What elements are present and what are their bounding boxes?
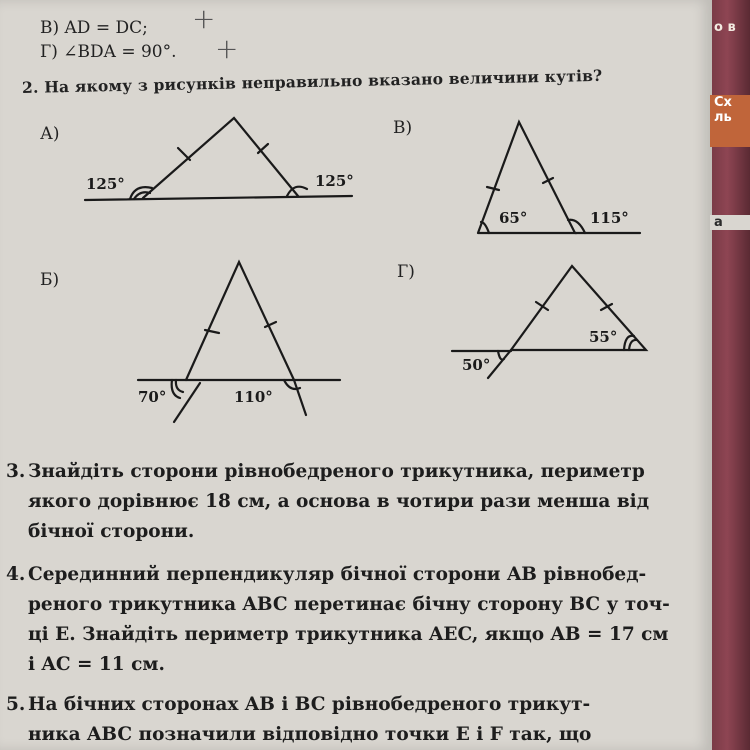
figure-b-angle-right: 110° <box>234 388 273 406</box>
question-4-number: 4. <box>6 564 26 585</box>
option-b-label: Б) <box>40 270 60 290</box>
option-g-label: Г) <box>397 262 415 282</box>
figure-g-angle-right: 55° <box>589 328 618 346</box>
question-3-line-1: Знайдіть сторони рівнобедреного трикутника, периметр <box>28 461 645 482</box>
question-4-line-3: ці E. Знайдіть периметр трикутника AEC, якщо AB = 17 см <box>28 624 669 645</box>
question-5-line-1: На бічних сторонах AB і BC рівнобедреного трикут- <box>28 694 591 715</box>
figure-a-angle-right: 125° <box>315 172 354 190</box>
question-3-line-3: бічної сторони. <box>28 521 195 542</box>
check-mark-g: + <box>215 32 239 65</box>
question-3-line-2: якого дорівнює 18 см, а основа в чотири рази менша від <box>28 491 650 512</box>
figure-v-angle-left: 65° <box>499 209 528 227</box>
prev-item-v: В) AD = DC; <box>40 18 148 38</box>
figure-a-triangle <box>85 118 352 200</box>
question-2-text: На якому з рисунків неправильно вказано величини кутів? <box>43 65 603 97</box>
question-3 <box>6 457 706 547</box>
question-4 <box>6 560 706 680</box>
side-tab-1: о в <box>714 20 736 35</box>
prev-item-g: Г) ∠BDA = 90°. <box>40 42 177 62</box>
figure-a-angle-left: 125° <box>86 175 125 193</box>
question-3-number: 3. <box>6 461 26 482</box>
question-5-line-2: ника ABC позначили відповідно точки E і F так, що <box>28 724 592 745</box>
question-5 <box>6 690 706 750</box>
question-5-number: 5. <box>6 694 26 715</box>
question-4-line-1: Серединний перпендикуляр бічної сторони AB рівнобед- <box>28 564 647 585</box>
option-v-label: В) <box>393 118 413 138</box>
figure-v-angle-right: 115° <box>590 209 629 227</box>
side-tab-2: Сх ль <box>710 95 750 147</box>
question-4-line-2: реного трикутника ABC перетинає бічну сторону BC у точ- <box>28 594 670 615</box>
side-tab-3: а <box>710 215 750 230</box>
figure-g-angle-left: 50° <box>462 356 491 374</box>
question-2-number: 2. <box>21 77 39 97</box>
figure-b-angle-left: 70° <box>138 388 167 406</box>
question-4-line-4: і AC = 11 см. <box>28 654 165 675</box>
option-a-label: А) <box>40 124 60 144</box>
check-mark-v: + <box>192 2 216 35</box>
book-binding <box>712 0 750 750</box>
